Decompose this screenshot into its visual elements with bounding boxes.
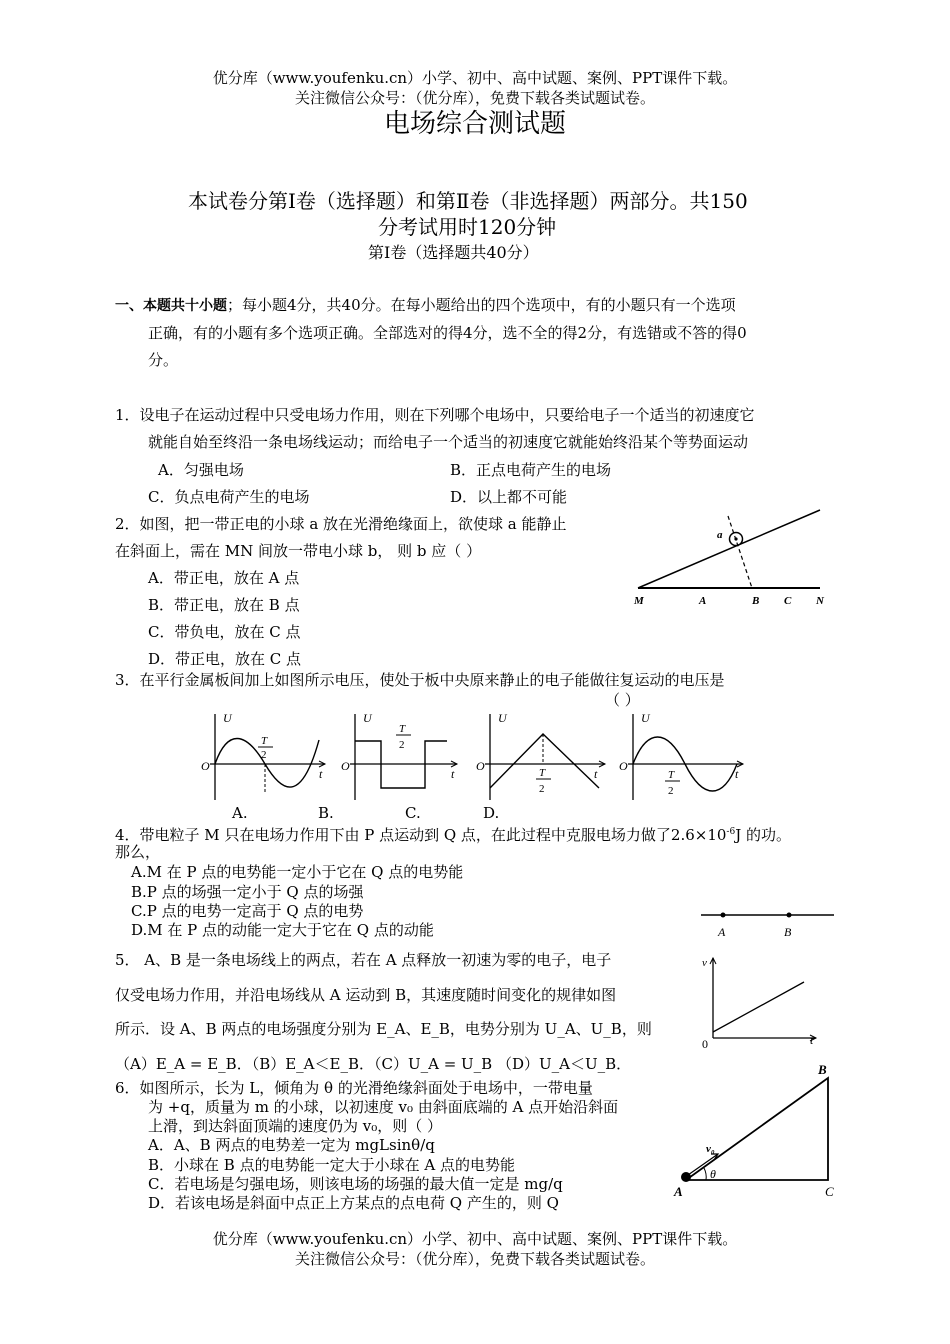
label-a-point: A — [699, 595, 707, 607]
section1-line-1: 一、本题共十小题；每小题4分，共40分。在每小题给出的四个选项中，有的小题只有一个选项 — [115, 296, 736, 314]
svg-text:2: 2 — [539, 783, 545, 795]
q4-line-2: 那么， — [115, 843, 161, 861]
header-line-2: 关注微信公众号：（优分库），免费下载各类试题试卷。 — [294, 89, 655, 107]
point-b — [787, 913, 792, 918]
svg-text:v₀: v₀ — [706, 1143, 715, 1155]
svg-text:B: B — [784, 925, 792, 939]
q6-line-1: 6．如图所示，长为 L，倾角为 θ 的光滑绝缘斜面处于电场中，一带电量 — [115, 1079, 593, 1097]
section1-label: 一、本题共十小题 — [115, 298, 227, 314]
svg-text:U: U — [498, 711, 507, 725]
q6-option-a: A．A、B 两点的电势差一定为 mgLsinθ/q — [148, 1136, 435, 1154]
svg-text:U: U — [641, 711, 650, 725]
svg-text:T: T — [399, 723, 406, 735]
q3-line-1: 3．在平行金属板间加上如图所示电压，使处于板中央原来静止的电子能做往复运动的电压是 — [115, 671, 725, 689]
q1-line-1: 1．设电子在运动过程中只受电场力作用，则在下列哪个电场中，只要给电子一个适当的初速度它 — [115, 406, 755, 424]
q5-options: （A）E_A = E_B．（B）E_A＜E_B．（C）U_A = U_B （D）U_A＜U_B． — [115, 1055, 632, 1073]
label-n: N — [816, 595, 824, 607]
q4-line-1: 4．带电粒子 M 只在电场力作用下由 P 点运动到 Q 点，在此过程中克服电场力做了$2.6\times 10^{-6}J$ 的功。 — [115, 826, 791, 844]
q1-line-2: 就能自始至终沿一条电场线运动；而给电子一个适当的初速度它就能始终沿某个等势面运动 — [148, 433, 749, 451]
svg-text:v: v — [702, 957, 707, 969]
svg-text:2: 2 — [668, 785, 674, 797]
q3-label-b: B. — [318, 804, 334, 822]
velocity-line — [713, 982, 804, 1032]
q6-option-c: C．若电场是匀强电场，则该电场的场强的最大值一定是 mg/q — [148, 1175, 563, 1193]
incline-line — [638, 510, 820, 588]
label-c-point: C — [784, 595, 792, 607]
q2-option-a: A．带正电，放在 A 点 — [148, 569, 300, 587]
header-line-1: 优分库（www.youfenku.cn）小学、初中、高中试题、案例、PPT课件下载。 — [212, 69, 738, 87]
q1-option-b: B．正点电荷产生的电场 — [450, 461, 612, 479]
part1-title: 第Ⅰ卷（选择题共40分） — [368, 243, 539, 262]
svg-text:T: T — [539, 767, 546, 779]
svg-text:U: U — [223, 711, 232, 725]
q1-option-d: D．以上都不可能 — [450, 488, 568, 506]
q4-option-d: D.M 在 P 点的动能一定大于它在 Q 点的动能 — [131, 921, 434, 939]
q1-option-c: C．负点电荷产生的电场 — [148, 488, 310, 506]
point-a — [721, 913, 726, 918]
q4-option-c: C.P 点的电势一定高于 Q 点的电势 — [131, 902, 364, 920]
svg-text:O: O — [476, 759, 485, 773]
q3-label-a: A. — [232, 804, 248, 822]
q5-vt-graph — [696, 952, 824, 1052]
footer-line-1: 优分库（www.youfenku.cn）小学、初中、高中试题、案例、PPT课件下载。 — [212, 1230, 738, 1248]
q2-option-b: B．带正电，放在 B 点 — [148, 596, 300, 614]
q4-option-b: B.P 点的场强一定小于 Q 点的场强 — [131, 883, 364, 901]
svg-text:T: T — [668, 769, 675, 781]
svg-text:A: A — [718, 925, 726, 939]
label-b-point: B — [752, 595, 760, 607]
svg-text:0: 0 — [702, 1037, 708, 1051]
q4-option-a: A.M 在 P 点的电势能一定小于它在 Q 点的电势能 — [131, 863, 464, 881]
svg-text:A: A — [674, 1184, 683, 1199]
graph-d — [619, 711, 743, 800]
svg-text:t: t — [319, 767, 323, 781]
q6-option-d: D．若该电场是斜面中点正上方某点的点电荷 Q 产生的，则 Q — [148, 1194, 559, 1212]
q6-option-b: B．小球在 B 点的电势能一定大于小球在 A 点的电势能 — [148, 1156, 515, 1174]
label-a: a — [717, 529, 723, 541]
svg-text:O: O — [619, 759, 628, 773]
section1-line-3: 分。 — [148, 351, 179, 369]
q3-voltage-graphs — [195, 708, 760, 804]
q6-line-2: 为 +q，质量为 m 的小球，以初速度 v₀ 由斜面底端的 A 点开始沿斜面 — [148, 1098, 619, 1116]
q6-incline-figure — [672, 1058, 842, 1200]
page-title: 电场综合测试题 — [383, 109, 566, 139]
q2-incline-figure — [628, 508, 833, 610]
svg-text:U: U — [363, 711, 372, 725]
svg-text:2: 2 — [261, 749, 267, 761]
svg-text:B: B — [818, 1062, 827, 1077]
incline-triangle — [686, 1078, 828, 1180]
svg-text:t: t — [451, 767, 455, 781]
q5-line-2: 仅受电场力作用，并沿电场线从 A 运动到 B，其速度随时间变化的规律如图 — [115, 986, 617, 1004]
svg-text:O: O — [201, 759, 210, 773]
svg-text:C: C — [825, 1184, 834, 1199]
graph-b — [341, 711, 457, 800]
section1-line-2: 正确，有的小题有多个选项正确。全部选对的得4分，选不全的得2分，有选错或不答的得0 — [148, 324, 747, 342]
graph-c — [476, 711, 605, 800]
svg-text:O: O — [341, 759, 350, 773]
svg-text:t: t — [594, 767, 598, 781]
q5-line-3: 所示．设 A、B 两点的电场强度分别为 E_A、E_B，电势分别为 U_A、U_B，则 — [115, 1020, 652, 1038]
svg-text:θ: θ — [710, 1167, 716, 1181]
svg-text:T: T — [261, 735, 268, 747]
q3-label-c: C. — [405, 804, 421, 822]
q6-line-3: 上滑，到达斜面顶端的速度仍为 v₀，则（ ） — [148, 1117, 443, 1135]
svg-text:2: 2 — [399, 739, 405, 751]
q5-line-1: 5． A、B 是一条电场线上的两点，若在 A 点释放一初速为零的电子，电子 — [115, 951, 612, 969]
svg-text:t: t — [735, 767, 739, 781]
q2-line-1: 2．如图，把一带正电的小球 a 放在光滑绝缘面上，欲使球 a 能静止 — [115, 515, 567, 533]
q2-option-c: C．带负电，放在 C 点 — [148, 623, 301, 641]
q1-option-a: A．匀强电场 — [158, 461, 244, 479]
svg-text:t: t — [810, 1033, 814, 1047]
q3-label-d: D. — [483, 804, 500, 822]
label-m: M — [634, 595, 644, 607]
footer-line-2: 关注微信公众号：（优分库），免费下载各类试题试卷。 — [294, 1250, 655, 1268]
graph-a — [201, 711, 325, 800]
q2-option-d: D．带正电，放在 C 点 — [148, 650, 302, 668]
q2-line-2: 在斜面上，需在 MN 间放一带电小球 b， 则 b 应（ ） — [115, 542, 482, 560]
intro-line-1: 本试卷分第Ⅰ卷（选择题）和第Ⅱ卷（非选择题）两部分。共150 — [188, 189, 748, 213]
q3-bracket: （ ） — [605, 691, 640, 709]
intro-line-2: 分考试用时120分钟 — [378, 215, 557, 239]
q5-field-line-figure — [696, 906, 838, 940]
normal-dashed-line — [728, 516, 752, 588]
